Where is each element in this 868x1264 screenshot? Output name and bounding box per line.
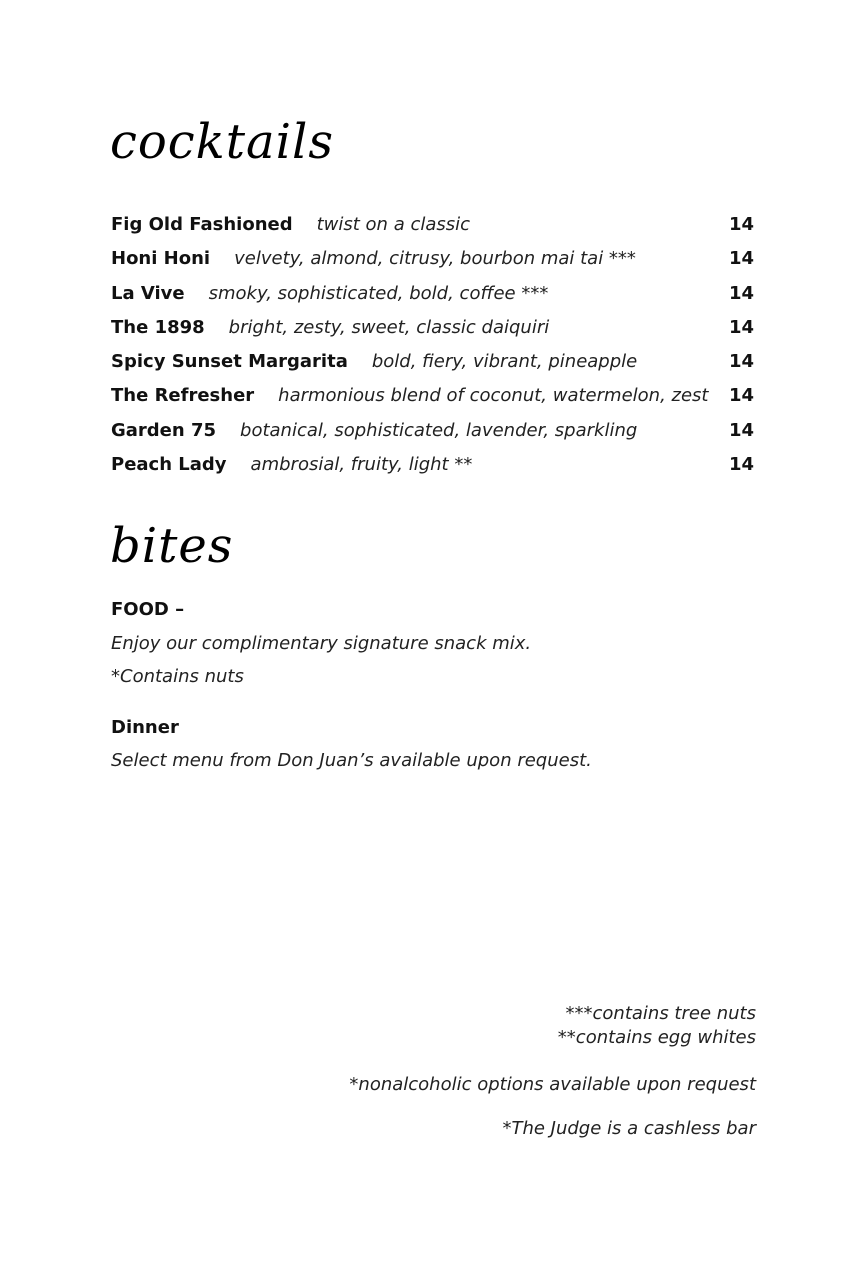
bites-section: [111, 598, 592, 773]
item-price: 14: [729, 248, 755, 270]
item-description: ambrosial, fruity, light **: [250, 454, 473, 476]
item-price: 14: [729, 282, 755, 304]
footnote-tree-nuts: ***contains tree nuts: [565, 1003, 756, 1024]
dinner-description: Select menu from Don Juan’s available upon request.: [111, 750, 592, 771]
item-description: bright, zesty, sweet, classic daiquiri: [228, 316, 550, 338]
dinner-label: Dinner: [111, 717, 179, 738]
footnote-egg-whites: **contains egg whites: [557, 1027, 756, 1048]
item-price: 14: [729, 454, 755, 476]
item-description: smoky, sophisticated, bold, coffee ***: [208, 282, 549, 304]
item-description: bold, fiery, vibrant, pineapple: [371, 351, 638, 373]
item-name: Garden 75: [111, 419, 217, 441]
menu-row: [111, 317, 753, 351]
menu-row: [111, 214, 753, 248]
cocktails-heading: cocktails: [110, 114, 334, 170]
food-description: Enjoy our complimentary signature snack mix.: [111, 633, 532, 654]
item-price: 14: [729, 214, 755, 235]
item-name: The 1898: [111, 316, 205, 338]
item-name: Honi Honi: [111, 248, 211, 270]
item-price: 14: [729, 385, 755, 407]
footnote-nonalcoholic: *nonalcoholic options available upon request: [349, 1074, 756, 1095]
item-price: 14: [729, 419, 755, 441]
item-name: Spicy Sunset Margarita: [111, 351, 348, 373]
food-nut-note: *Contains nuts: [111, 666, 244, 687]
menu-row: [111, 283, 753, 317]
item-name: Fig Old Fashioned: [111, 214, 293, 235]
menu-row: [111, 248, 753, 282]
bites-heading: bites: [110, 518, 234, 574]
menu-row: [111, 454, 753, 488]
item-price: 14: [729, 316, 755, 338]
item-description: harmonious blend of coconut, watermelon, zest: [278, 385, 709, 407]
item-description: velvety, almond, citrusy, bourbon mai tai ***: [234, 248, 636, 270]
menu-row: [111, 385, 753, 419]
item-description: botanical, sophisticated, lavender, sparkling: [240, 419, 638, 441]
footnote-cashless: *The Judge is a cashless bar: [502, 1118, 756, 1139]
item-name: The Refresher: [111, 385, 255, 407]
footnotes: [349, 1002, 756, 1141]
menu-row: [111, 420, 753, 454]
menu-row: [111, 351, 753, 385]
cocktail-menu: [111, 214, 753, 488]
item-description: twist on a classic: [316, 214, 471, 235]
food-label: FOOD –: [111, 599, 185, 620]
item-name: La Vive: [111, 282, 185, 304]
item-name: Peach Lady: [111, 454, 227, 476]
item-price: 14: [729, 351, 755, 373]
